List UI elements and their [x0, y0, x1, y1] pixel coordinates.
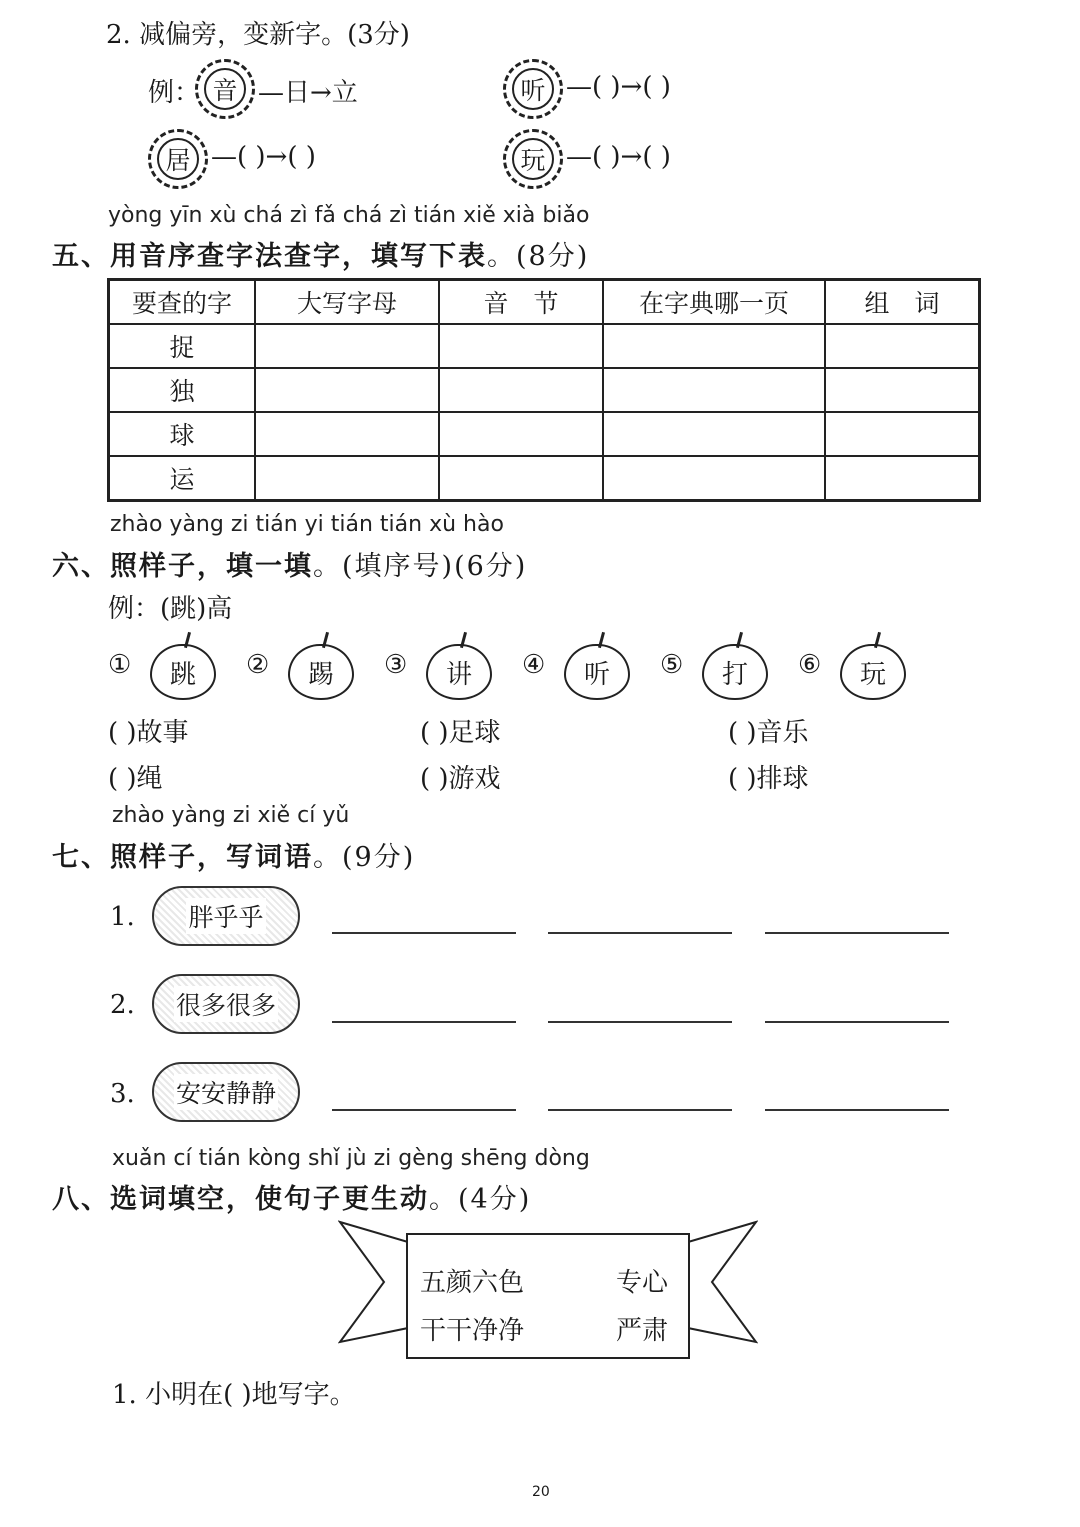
word-option: 专心	[616, 1268, 669, 1298]
answer-line[interactable]	[765, 932, 949, 934]
flower-char: 居	[157, 138, 199, 180]
answer-cell[interactable]	[255, 368, 439, 412]
example-label: 例：	[148, 78, 201, 108]
fill-blank[interactable]: ( )排球	[728, 764, 809, 794]
item-number: 1.	[110, 902, 135, 932]
section5-pinyin: yòng yīn xù chá zì fǎ chá zì tián xiě xià biǎo	[108, 203, 590, 228]
section8-title-text: 八、选词填空，使句子更生动	[52, 1184, 429, 1215]
lookup-char: 独	[109, 368, 256, 412]
section7-title-text: 七、照样子，写词语	[52, 842, 313, 873]
table-row	[109, 456, 980, 501]
table-header-row	[109, 280, 980, 325]
section8-title	[52, 1177, 531, 1216]
answer-line[interactable]	[765, 1109, 949, 1111]
section8-pinyin: xuǎn cí tián kòng shǐ jù zi gèng shēng dòng	[112, 1146, 590, 1171]
section6-example: 例：(跳)高	[108, 594, 233, 624]
apple-number: ④	[522, 650, 546, 680]
lookup-char: 球	[109, 412, 256, 456]
apple-char: 玩	[840, 644, 906, 700]
item-number: 2.	[110, 990, 135, 1020]
answer-cell[interactable]	[439, 324, 603, 368]
flower-char: 听	[512, 68, 554, 110]
cloud-word	[152, 974, 300, 1034]
apple-char: 讲	[426, 644, 492, 700]
section7-score: 。(9分)	[313, 842, 416, 873]
lookup-char: 捉	[109, 324, 256, 368]
answer-cell[interactable]	[603, 368, 825, 412]
table-header: 音 节	[439, 280, 603, 325]
apple-number: ①	[108, 650, 132, 680]
answer-cell[interactable]	[255, 412, 439, 456]
flower-char: 玩	[512, 138, 554, 180]
section6-title-text: 六、照样子，填一填	[52, 551, 313, 582]
q2-blank[interactable]: —( )→( )	[566, 142, 671, 172]
table-row	[109, 324, 980, 368]
section6-score: 。(填序号)(6分)	[313, 551, 528, 582]
section5-title	[52, 234, 589, 273]
apple-char: 踢	[288, 644, 354, 700]
apple-char: 打	[702, 644, 768, 700]
apple-number: ⑥	[798, 650, 822, 680]
answer-line[interactable]	[548, 1109, 732, 1111]
word-option: 严肃	[616, 1316, 669, 1346]
fill-blank[interactable]: ( )足球	[420, 718, 501, 748]
flower-char: 音	[204, 68, 246, 110]
section8-score: 。(4分)	[429, 1184, 532, 1215]
table-header: 组 词	[825, 280, 980, 325]
apple-number: ③	[384, 650, 408, 680]
answer-cell[interactable]	[603, 456, 825, 501]
apple-number: ⑤	[660, 650, 684, 680]
answer-line[interactable]	[548, 1021, 732, 1023]
answer-line[interactable]	[765, 1021, 949, 1023]
answer-line[interactable]	[332, 1021, 516, 1023]
section5-title-text: 五、用音序查字法查字，填写下表	[52, 241, 487, 272]
fill-blank[interactable]: ( )绳	[108, 764, 163, 794]
table-header: 在字典哪一页	[603, 280, 825, 325]
answer-line[interactable]	[332, 1109, 516, 1111]
flower-badge	[195, 59, 255, 119]
answer-cell[interactable]	[825, 324, 980, 368]
cloud-word	[152, 886, 300, 946]
flower-badge	[503, 59, 563, 119]
page-number: 20	[532, 1484, 550, 1500]
answer-cell[interactable]	[439, 412, 603, 456]
answer-cell[interactable]	[825, 412, 980, 456]
fill-blank[interactable]: ( )音乐	[728, 718, 809, 748]
answer-line[interactable]	[548, 932, 732, 934]
item-number: 3.	[110, 1079, 135, 1109]
apple-number: ②	[246, 650, 270, 680]
cloud-word-text: 胖乎乎	[186, 898, 265, 934]
answer-cell[interactable]	[439, 456, 603, 501]
q2-blank[interactable]: —( )→( )	[211, 142, 316, 172]
apple-char: 听	[564, 644, 630, 700]
answer-cell[interactable]	[255, 324, 439, 368]
section6-pinyin: zhào yàng zi tián yi tián tián xù hào	[110, 512, 504, 537]
sentence-blank[interactable]: 1. 小明在( )地写字。	[112, 1380, 356, 1410]
cloud-word-text: 很多很多	[174, 986, 278, 1022]
answer-cell[interactable]	[825, 368, 980, 412]
table-row	[109, 368, 980, 412]
answer-cell[interactable]	[825, 456, 980, 501]
apple-char: 跳	[150, 644, 216, 700]
section6-title	[52, 544, 527, 583]
example-rest: —日→立	[258, 78, 358, 108]
answer-cell[interactable]	[603, 412, 825, 456]
answer-line[interactable]	[332, 932, 516, 934]
answer-cell[interactable]	[603, 324, 825, 368]
flower-badge	[503, 129, 563, 189]
section7-title	[52, 835, 415, 874]
lookup-char: 运	[109, 456, 256, 501]
lookup-table	[107, 278, 981, 502]
q2-title: 2. 减偏旁，变新字。(3分)	[106, 20, 410, 50]
section7-pinyin: zhào yàng zi xiě cí yǔ	[112, 803, 350, 828]
flower-badge	[148, 129, 208, 189]
q2-blank[interactable]: —( )→( )	[566, 72, 671, 102]
section5-score: 。(8分)	[487, 241, 590, 272]
cloud-word-text: 安安静静	[174, 1074, 278, 1110]
answer-cell[interactable]	[255, 456, 439, 501]
fill-blank[interactable]: ( )游戏	[420, 764, 501, 794]
fill-blank[interactable]: ( )故事	[108, 718, 189, 748]
table-row	[109, 412, 980, 456]
table-header: 要查的字	[109, 280, 256, 325]
word-option: 五颜六色	[420, 1268, 525, 1298]
cloud-word	[152, 1062, 300, 1122]
table-header: 大写字母	[255, 280, 439, 325]
word-option: 干干净净	[420, 1316, 525, 1346]
answer-cell[interactable]	[439, 368, 603, 412]
